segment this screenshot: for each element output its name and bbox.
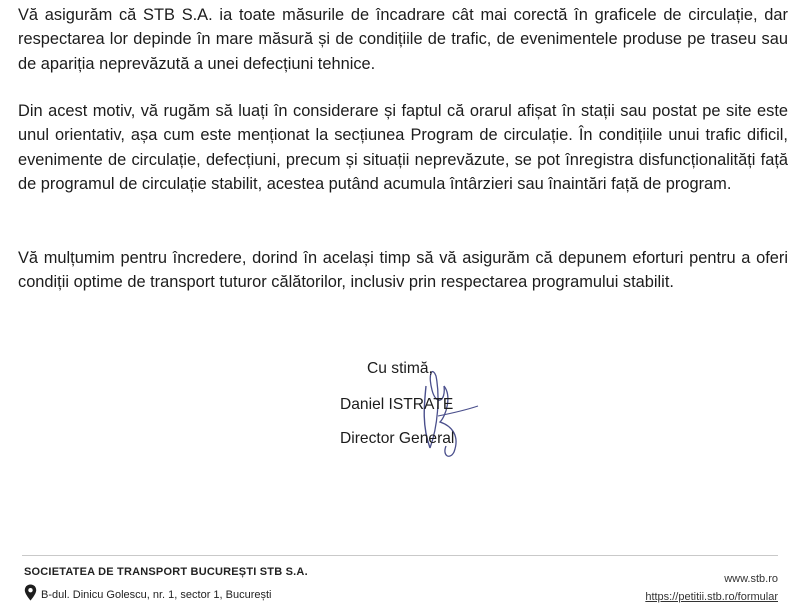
letter-paragraph-3: Vă mulțumim pentru încredere, dorind în același timp să vă asigurăm că depunem eforturi pentru a oferi condiții optime de transport tuturor călătorilor, inclusiv prin respectarea programului stabilit. bbox=[18, 249, 788, 292]
location-pin-icon bbox=[24, 584, 37, 601]
footer-website-link[interactable]: www.stb.ro bbox=[724, 573, 778, 585]
letter-paragraph-2: Din acest motiv, vă rugăm să luați în considerare și faptul că orarul afișat în stații sau postat pe site este unul orientativ, așa cum este menționat la secțiunea Program de circulație. În condițiile unui trafic dificil, evenimente de circulație, defecțiuni, precum și situații neprevăzute, se pot înregistra disfuncționalități față de programul de circulație stabilit, acestea putând acumula întârzieri sau înaintări față de program. bbox=[18, 102, 788, 194]
closing-salutation: Cu stimă, bbox=[367, 360, 433, 377]
signatory-name: Daniel ISTRATE bbox=[340, 396, 454, 413]
footer-address: B-dul. Dinicu Golescu, nr. 1, sector 1, București bbox=[41, 589, 272, 601]
letter-paragraph-1: Vă asigurăm că STB S.A. ia toate măsurile de încadrare cât mai corectă în graficele de circulație, dar respectarea lor depinde în mare măsură și de condițiile de trafic, de evenimentele produse pe traseu sau de apariția neprevăzută a unei defecțiuni tehnice. bbox=[18, 6, 788, 73]
footer-divider bbox=[22, 555, 778, 556]
footer-company-name: SOCIETATEA DE TRANSPORT BUCUREȘTI STB S.A. bbox=[24, 566, 308, 578]
signatory-role: Director General bbox=[340, 430, 455, 447]
footer-petitions-link[interactable]: https://petitii.stb.ro/formular bbox=[645, 591, 778, 603]
